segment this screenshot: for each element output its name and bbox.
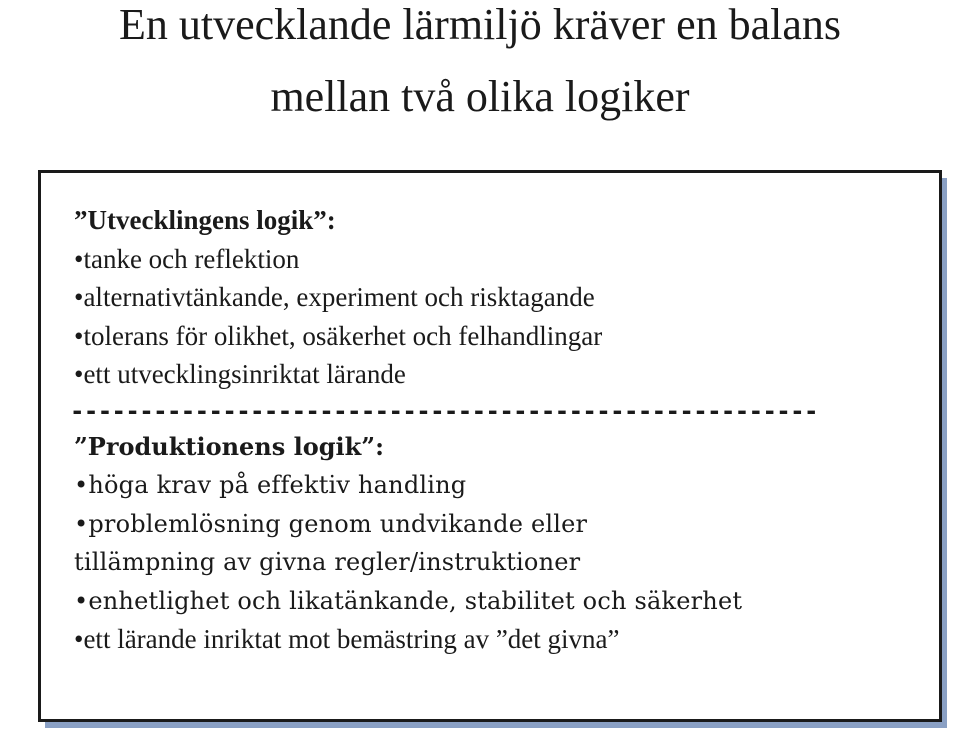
slide-title <box>0 0 960 121</box>
list-item-utvecklingsinriktat: •ett utvecklingsinriktat lärande <box>74 359 406 389</box>
content-box <box>38 170 942 722</box>
slide-title-line-1: En utvecklande lärmiljö kräver en balans <box>118 0 842 49</box>
list-item-tillampning: tillämpning av givna regler/instruktioner <box>74 548 581 576</box>
list-item-bemastring: •ett lärande inriktat mot bemästring av ”det givna” <box>74 624 620 654</box>
list-item-hoga-krav: •höga krav på effektiv handling <box>74 471 467 499</box>
content-text <box>70 201 914 659</box>
slide-title-line-2: mellan två olika logiker <box>270 72 690 121</box>
list-item-tanke: •tanke och reflektion <box>74 243 300 274</box>
list-item-problemlosning: •problemlösning genom undvikande eller <box>74 509 588 538</box>
list-item-tolerans: •tolerans för olikhet, osäkerhet och felhandlingar <box>74 320 603 351</box>
list-item-alternativtankande: •alternativtänkande, experiment och risktagande <box>74 282 595 312</box>
heading-utvecklingens-logik: ”Utvecklingens logik”: <box>74 205 336 235</box>
heading-produktionens-logik: ”Produktionens logik”: <box>74 431 384 461</box>
list-item-enhetlighet: •enhetlighet och likatänkande, stabilitet och säkerhet <box>74 586 743 615</box>
section-divider: ------------------------------------------------------ <box>70 396 818 425</box>
